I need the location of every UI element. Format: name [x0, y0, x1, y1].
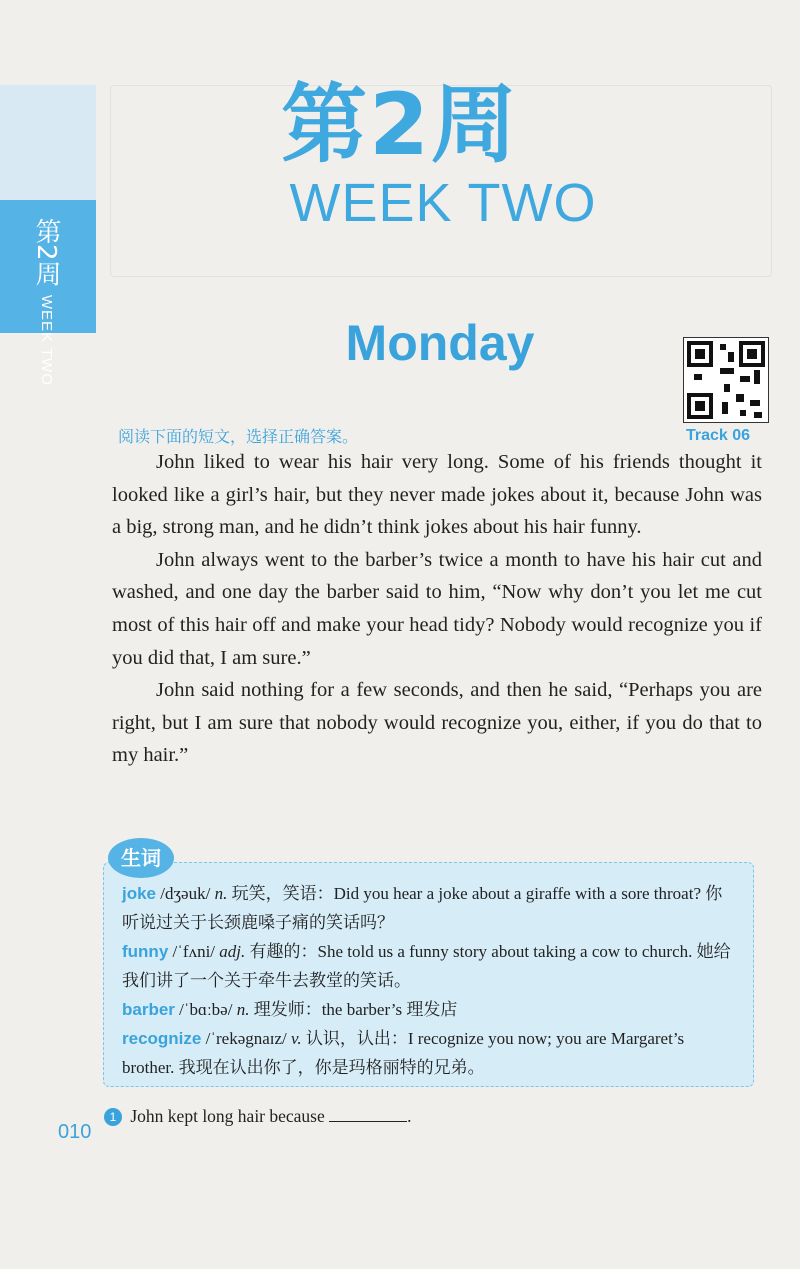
vocab-word: barber — [122, 1000, 175, 1019]
vocab-meaning: 有趣的： — [249, 942, 318, 961]
vocab-phonetic: /ˈfʌni/ — [172, 942, 216, 961]
vocab-example: Did you hear a joke about a giraffe with a sore throat? 你听说过关于长颈鹿嗓子痛的笑话吗？ — [122, 884, 723, 932]
vocab-pos: n. — [214, 884, 228, 903]
question-end: . — [407, 1106, 412, 1126]
qr-module — [720, 368, 734, 374]
week-title-en: WEEK TWO — [289, 173, 597, 233]
page-number: 010 — [58, 1121, 92, 1143]
vocab-meaning: 玩笑，笑语： — [231, 884, 334, 903]
side-tab-en: WEEK TWO — [38, 294, 55, 386]
vocab-word: joke — [122, 884, 157, 903]
qr-finder — [739, 341, 765, 367]
question-text: John kept long hair because — [130, 1106, 325, 1126]
qr-module — [720, 344, 726, 350]
qr-finder — [687, 341, 713, 367]
vocab-example: She told us a funny story about taking a cow to church. 她给我们讲了一个关于牵牛去教堂的笑话。 — [122, 942, 731, 990]
vocab-pos: adj. — [219, 942, 246, 961]
vocab-pos: v. — [291, 1029, 302, 1048]
vocab-pos: n. — [236, 1000, 250, 1019]
qr-module — [728, 352, 734, 362]
answer-blank[interactable] — [329, 1107, 407, 1122]
vocab-word: funny — [122, 942, 169, 961]
track-label: Track 06 — [686, 427, 751, 444]
qr-module — [754, 370, 760, 384]
vocabulary-label: 生词 — [108, 838, 174, 878]
vocabulary-box — [103, 862, 754, 1087]
vocab-phonetic: /dʒəuk/ — [160, 884, 211, 903]
vocab-entry — [122, 879, 735, 937]
qr-module — [722, 402, 728, 414]
passage-paragraph: John said nothing for a few seconds, and then he said, “Perhaps you are right, but I am sure that nobody would recognize you, either, if you do that to my hair.” — [112, 679, 762, 767]
passage-paragraph: John liked to wear his hair very long. Some of his friends thought it looked like a girl’s hair, but they never made jokes about it, because John was a big, strong man, and he didn’t think jokes about his hair funny. — [112, 451, 762, 539]
qr-module — [694, 374, 702, 380]
qr-module — [740, 376, 750, 382]
vocab-phonetic: /ˈbɑːbə/ — [179, 1000, 233, 1019]
vocab-example: I recognize you now; you are Margaret’s brother. 我现在认出你了，你是玛格丽特的兄弟。 — [122, 1029, 685, 1077]
week-title-cn: 第2周 — [281, 75, 519, 175]
question-1 — [104, 1106, 412, 1127]
qr-module — [740, 410, 746, 416]
side-tab-cn: 第2周 — [31, 218, 61, 287]
qr-finder — [687, 393, 713, 419]
question-number-badge: 1 — [104, 1108, 122, 1126]
vocab-phonetic: /ˈrekəgnaɪz/ — [205, 1029, 287, 1048]
vocab-meaning: 认识，认出： — [305, 1029, 408, 1048]
instruction: 阅读下面的短文，选择正确答案。 — [118, 427, 359, 446]
qr-module — [750, 400, 760, 406]
day-title: Monday — [345, 315, 535, 371]
qr-code-icon[interactable] — [683, 337, 769, 423]
qr-module — [724, 384, 730, 392]
qr-module — [754, 412, 762, 418]
vocab-entry — [122, 937, 735, 995]
vocab-entry — [122, 995, 735, 1024]
vocab-entry — [122, 1024, 735, 1082]
reading-passage — [112, 446, 762, 772]
qr-module — [736, 394, 744, 402]
passage-paragraph: John always went to the barber’s twice a month to have his hair cut and washed, and one day the barber said to him, “Now why don’t you let me cut most of this hair off and make your head tidy? Nobody would recognize you if you did that, I am sure.” — [112, 548, 762, 669]
vocab-word: recognize — [122, 1029, 202, 1048]
vocab-example: the barber’s 理发店 — [321, 1000, 458, 1019]
vocab-meaning: 理发师： — [253, 1000, 322, 1019]
